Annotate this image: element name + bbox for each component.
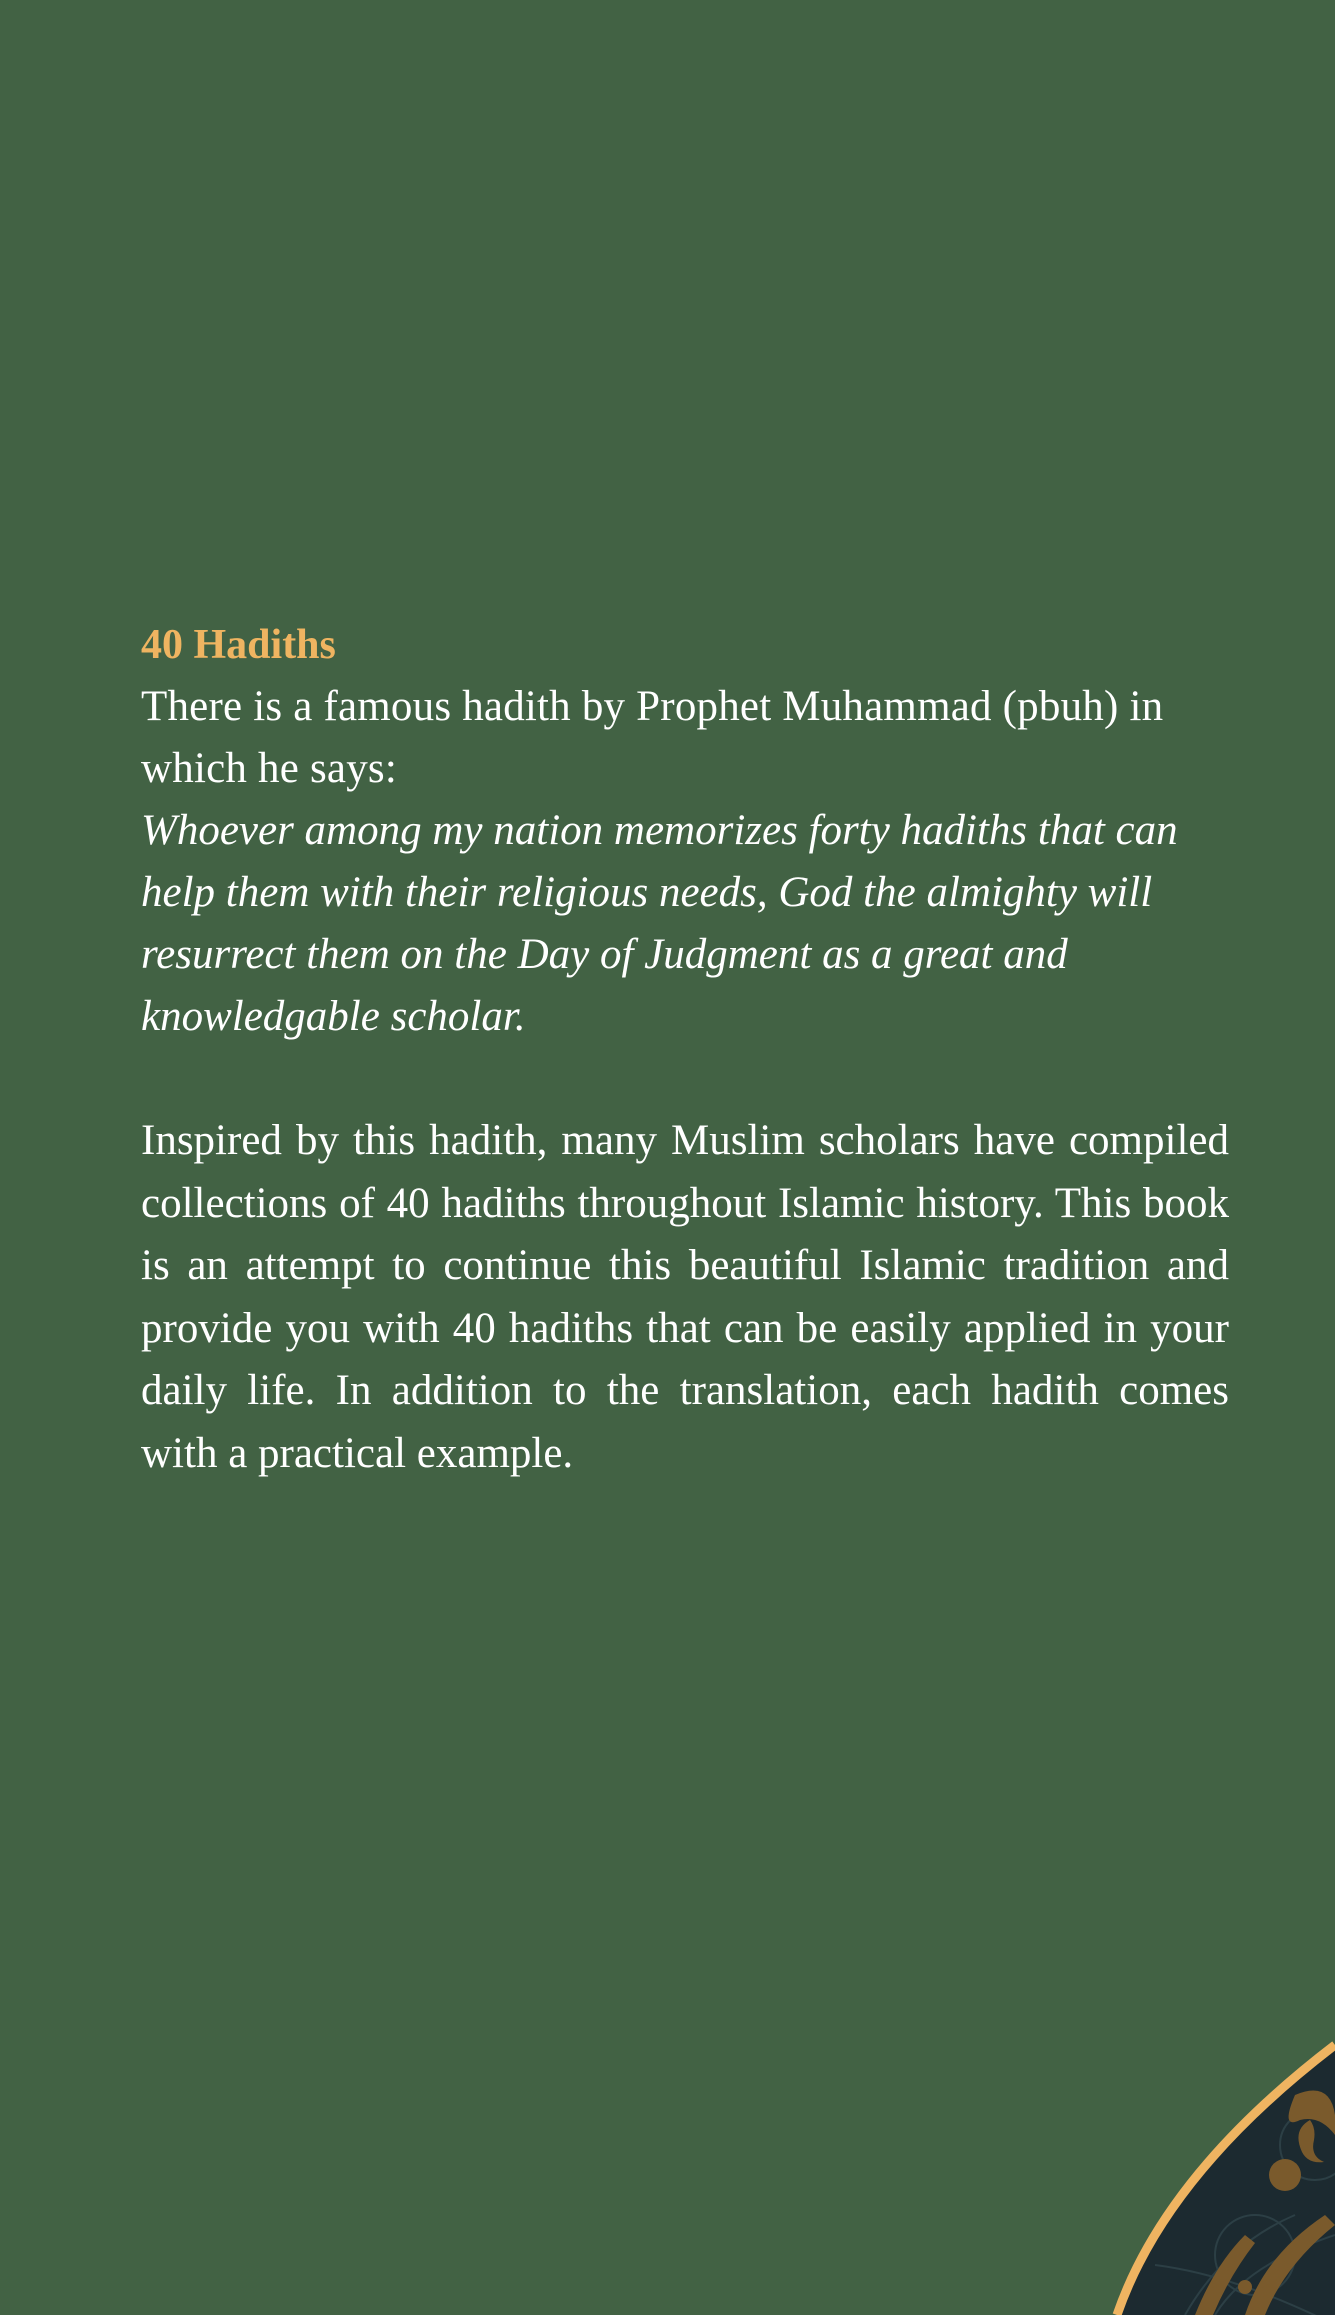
text-block	[141, 614, 1229, 1485]
section-title: 40 Hadiths	[141, 622, 336, 668]
intro-paragraph: There is a famous hadith by Prophet Muhammad (pbuh) in which he says:	[141, 683, 1164, 792]
body-paragraph: Inspired by this hadith, many Muslim scholars have compiled collections of 40 hadiths throughout Islamic history. This book is an attempt to continue this beautiful Islamic tradition and provide you with 40 hadiths that can be easily applied in your daily life. In addition to the translation, each hadith comes with a practical example.	[141, 1117, 1229, 1477]
hadith-quote: Whoever among my nation memorizes forty hadiths that can help them with their religious needs, God the almighty will resurrect them on the Day of Judgment as a great and knowledgable scholar.	[141, 807, 1178, 1040]
corner-arabesque-icon	[1095, 2025, 1335, 2315]
